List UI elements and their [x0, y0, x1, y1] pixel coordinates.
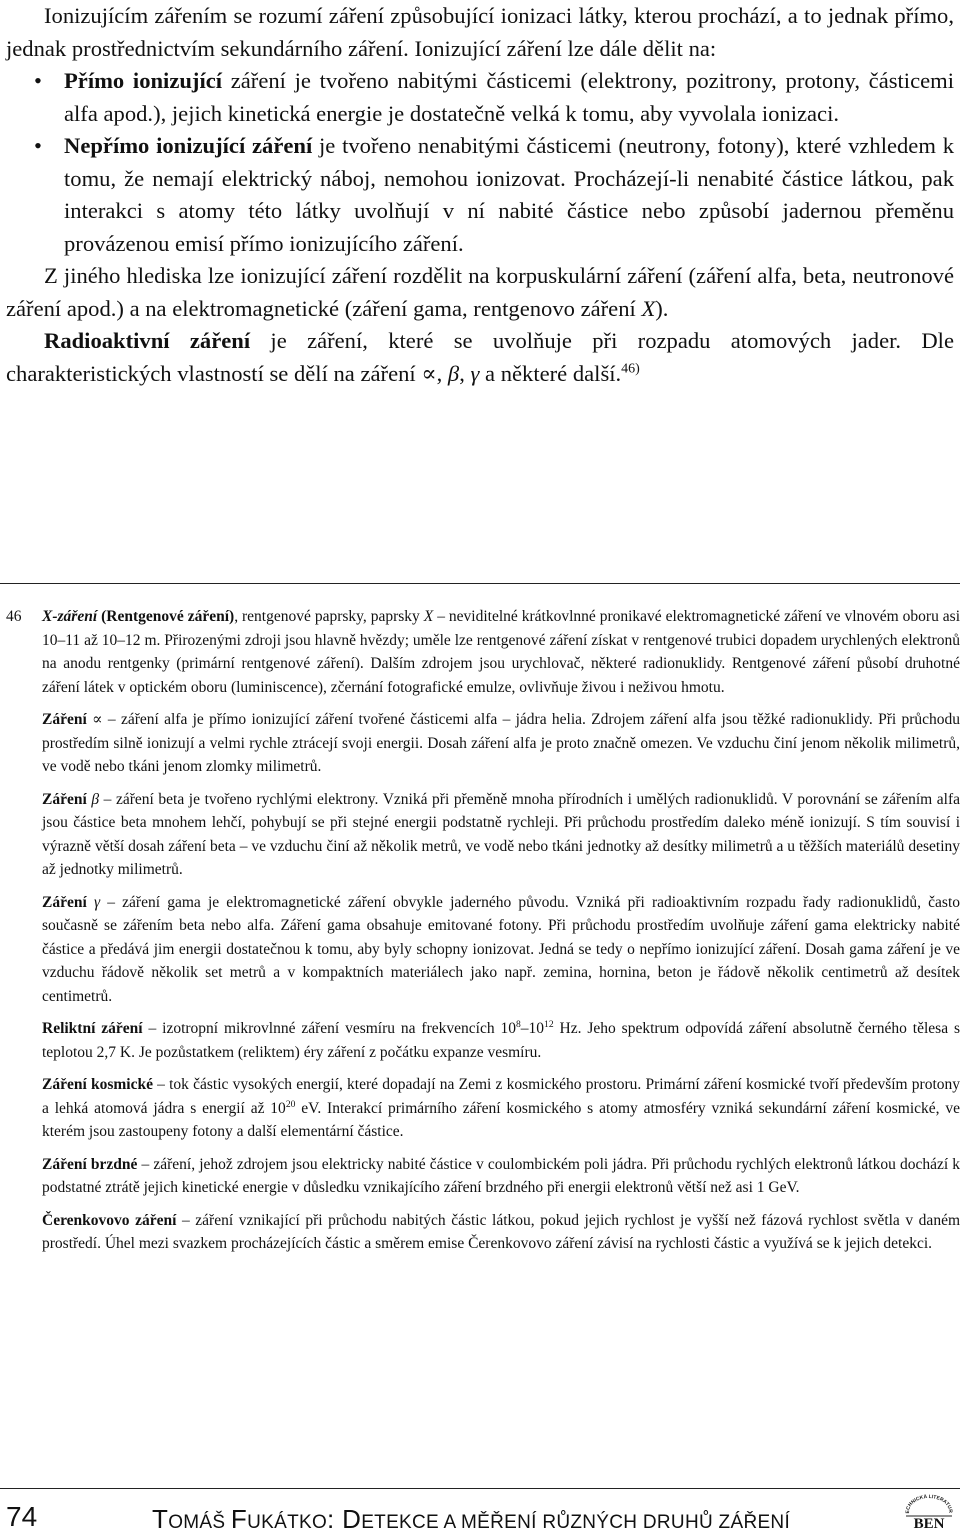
- direct-ionizing-text: záření je tvořeno nabitými částicemi (elektrony, pozitrony, protony, částicemi alfa apod.), jejich kinetická energie je dostatečně velká k tomu, aby vyvolala ionizaci.: [64, 68, 954, 126]
- radiation-types-list: [6, 65, 954, 260]
- x-symbol: X: [641, 295, 656, 321]
- list-item-direct: [6, 65, 954, 130]
- author-first-name: OMÁŠ: [168, 1512, 231, 1533]
- footnote-reference[interactable]: 46): [621, 360, 640, 376]
- alpha-symbol: ∝: [421, 360, 437, 386]
- exponent: 8: [515, 1018, 521, 1030]
- footnote-cherenkov: [42, 1209, 960, 1256]
- svg-text:TECHNICKÁ LITERATURA: [902, 1494, 953, 1514]
- relic-text: – izotropní mikrovlnné záření vesmíru na frekvencích 10: [142, 1020, 516, 1037]
- footnote-bremsstrahlung: [42, 1153, 960, 1200]
- footnote-cosmic: [42, 1073, 960, 1144]
- cosmic-text: – tok částic vysokých energií, které dopadají na Zemi z kosmického prostoru. Primární záření kosmické tvoří především protony a lehká atomová jádra s energií až 10: [42, 1076, 960, 1117]
- footnote-body: [42, 605, 960, 1265]
- list-item-indirect: [6, 130, 954, 260]
- cosmic-text-cont: eV. Interakcí primárního záření kosmického s atomy atmosféry vzniká sekundární záření kosmické, ve kterém jsou zastoupeny fotony a další elementární částice.: [42, 1099, 960, 1140]
- alpha-text: – záření alfa je přímo ionizující záření tvořené částicemi alfa – jádra helia. Zdrojem záření alfa jsou těžké radionuklidy. Při průchodu prostředím silně ionizují a velmi rychle ztrácejí svoji energii. Dosah záření alfa je proto značně omezen. Ve vzduchu činí jenom několik milimetrů, ve vodě nebo tkáni jenom zlomky milimetrů.: [42, 711, 960, 775]
- term-gamma: Záření: [42, 893, 87, 911]
- author-last-name: UKÁTKO: [247, 1512, 328, 1533]
- footnote-gamma: [42, 891, 960, 1009]
- beta-text: – záření beta je tvořeno rychlými elektrony. Vzniká při přeměně mnoha přírodních i umělých radionuklidů. V porovnání se zářením alfa jsou částice beta mnohem lehčí, pohybují se při stejné energii podstatně rychleji. Při průchodu prostředím daleko méně ionizují. S tím souvisí i výrazně větší dosah záření beta – ve vzduchu činí až několik metrů, ve vodě nebo tkáni jednotky až desítky milimetrů a u těžších materiálů desetiny až jednotky milimetrů.: [42, 790, 960, 878]
- intro-paragraph: Ionizujícím zářením se rozumí záření způsobující ionizaci látky, kterou prochází, a to jednak přímo, jednak prostřednictvím sekundárního záření. Ionizující záření lze dále dělit na:: [6, 3, 954, 61]
- term-cherenkov: Čerenkovovo záření: [42, 1211, 177, 1229]
- footnote-relic: [42, 1017, 960, 1064]
- running-footer: [152, 1504, 790, 1538]
- term-xray: X-záření: [42, 608, 98, 625]
- gamma-symbol: γ: [470, 360, 480, 386]
- classification-text: Z jiného hlediska lze ionizující záření rozdělit na korpuskulární záření (záření alfa, beta, neutronové záření apod.) a na elektromagnetické (záření gama, rentgenovo záření: [6, 263, 954, 321]
- indirect-ionizing-text: je tvořeno nenabitými částicemi (neutrony, fotony), které vzhledem k tomu, že nemají elektrický náboj, nemohou ionizovat. Procházejí-li nenabité částice látkou, pak interakci s atomy této látky uvolňují v ní nabité částice nebo způsobí jadernou přeměnu provázenou emisí přímo ionizujícího záření.: [64, 133, 954, 256]
- bremsstrahlung-text: – záření, jehož zdrojem jsou elektricky nabité částice v coulombickém poli jádra. Při průchodu rychlých elektronů látkou dochází k podstatné ztrátě jejich kinetické energie v důsledku vznikajícího záření brzdného při energii elektronů větší než asi 1 GeV.: [42, 1155, 960, 1196]
- radioactive-paragraph: [6, 325, 954, 390]
- exponent: 12: [544, 1018, 554, 1030]
- logo-text: BEN: [913, 1516, 945, 1532]
- footnote-alpha: [42, 708, 960, 779]
- footer-separator: :: [327, 1504, 343, 1534]
- book-title: ETEKCE A MĚŘENÍ RŮZNÝCH DRUHŮ ZÁŘENÍ: [361, 1512, 791, 1533]
- term-relic: Reliktní záření: [42, 1020, 143, 1037]
- publisher-logo-icon: [902, 1494, 956, 1532]
- footnote-beta: [42, 788, 960, 882]
- term-indirect-ionizing: Nepřímo ionizující záření: [64, 133, 313, 158]
- page-number: 74: [6, 1501, 38, 1532]
- separator: ,: [436, 360, 448, 386]
- term-cosmic: Záření kosmické: [42, 1076, 153, 1093]
- footnote-divider: [0, 583, 960, 584]
- exponent: 20: [285, 1098, 296, 1110]
- gamma-symbol: γ: [93, 893, 101, 911]
- beta-symbol: β: [447, 360, 460, 386]
- radioactive-text: je záření, které se uvolňuje při rozpadu atomových jader. Dle charakteristických vlastností se dělí na záření: [6, 328, 954, 386]
- term-direct-ionizing: Přímo ionizující: [64, 68, 223, 93]
- term-beta: Záření: [42, 790, 87, 808]
- x-symbol: X: [423, 608, 434, 625]
- term-xray-alt: (Rentgenové záření): [101, 608, 235, 625]
- bullet-icon: •: [34, 133, 42, 158]
- author-initial: F: [230, 1504, 248, 1534]
- footnote-xray: [42, 605, 960, 699]
- radioactive-end: a některé další.: [479, 360, 622, 386]
- bullet-icon: •: [34, 68, 42, 93]
- author-initial: T: [152, 1504, 169, 1534]
- classification-end: ).: [655, 295, 669, 321]
- footer-divider: [0, 1488, 960, 1489]
- footnote-number: 46: [6, 608, 22, 625]
- title-initial: D: [342, 1504, 362, 1534]
- xray-text-cont: – neviditelné krátkovlnné pronikavé elektromagnetické záření ve vlnovém oboru asi 10–11 až 10–12 m. Přirozenými zdroji jsou hlavně hvězdy; uměle lze rentgenové záření získat v rentgenové trubici dopadem urychlených elektronů na anodu rentgenky (primární rentgenové záření). Dalším zdrojem jsou urychlovač, některé radionuklidy. Rentgenové záření působí druhotné záření látek v optickém oboru (luminiscence), zčernání fotografické emulze, ovlivňuje živou i neživou hmotu.: [42, 608, 960, 696]
- beta-symbol: β: [91, 790, 100, 808]
- main-text: [6, 0, 954, 390]
- cherenkov-text: – záření vznikající při průchodu nabitých částic látkou, pokud jejich rychlost je vyšší než fázová rychlost světla v daném prostředí. Úhel mezi svazkem procházejících částic a směrem emise Čerenkovovo záření závisí na rychlosti částic a využívá se k jejich detekci.: [42, 1211, 960, 1252]
- relic-range: –10: [520, 1020, 545, 1037]
- classification-paragraph: [6, 260, 954, 325]
- term-radioactive: Radioaktivní záření: [44, 328, 251, 353]
- term-alpha: Záření: [42, 711, 87, 728]
- gamma-text: – záření gama je elektromagnetické záření obvykle jaderného původu. Vzniká při radioaktivním rozpadu řady radionuklidů, často současně se zářením beta nebo alfa. Záření gama obsahuje emitované fotony. Při průchodu prostředím uvolňuje záření gama elektricky nabité částice a předává jim energii dostatečnou k tomu, aby byly schopny ionizovat. Jedná se tedy o nepřímo ionizující záření. Dosah gama záření je ve vzduchu řádově několik set metrů a v kompaktních materiálech jako např. zemina, hornina, beton je řádově několik centimetrů až desítek centimetrů.: [42, 893, 960, 1005]
- relic-text-cont: Hz. Jeho spektrum odpovídá záření absolutně černého tělesa s teplotou 2,7 K. Je pozůstatkem (reliktem) éry záření z počátku expanze vesmíru.: [42, 1020, 960, 1061]
- xray-text: , rentgenové paprsky, paprsky: [234, 608, 424, 625]
- alpha-symbol: ∝: [92, 711, 103, 728]
- separator: ,: [459, 360, 471, 386]
- term-bremsstrahlung: Záření brzdné: [42, 1155, 138, 1173]
- logo-arc-text: ECHNICKÁ LITERATUR: [904, 1494, 954, 1514]
